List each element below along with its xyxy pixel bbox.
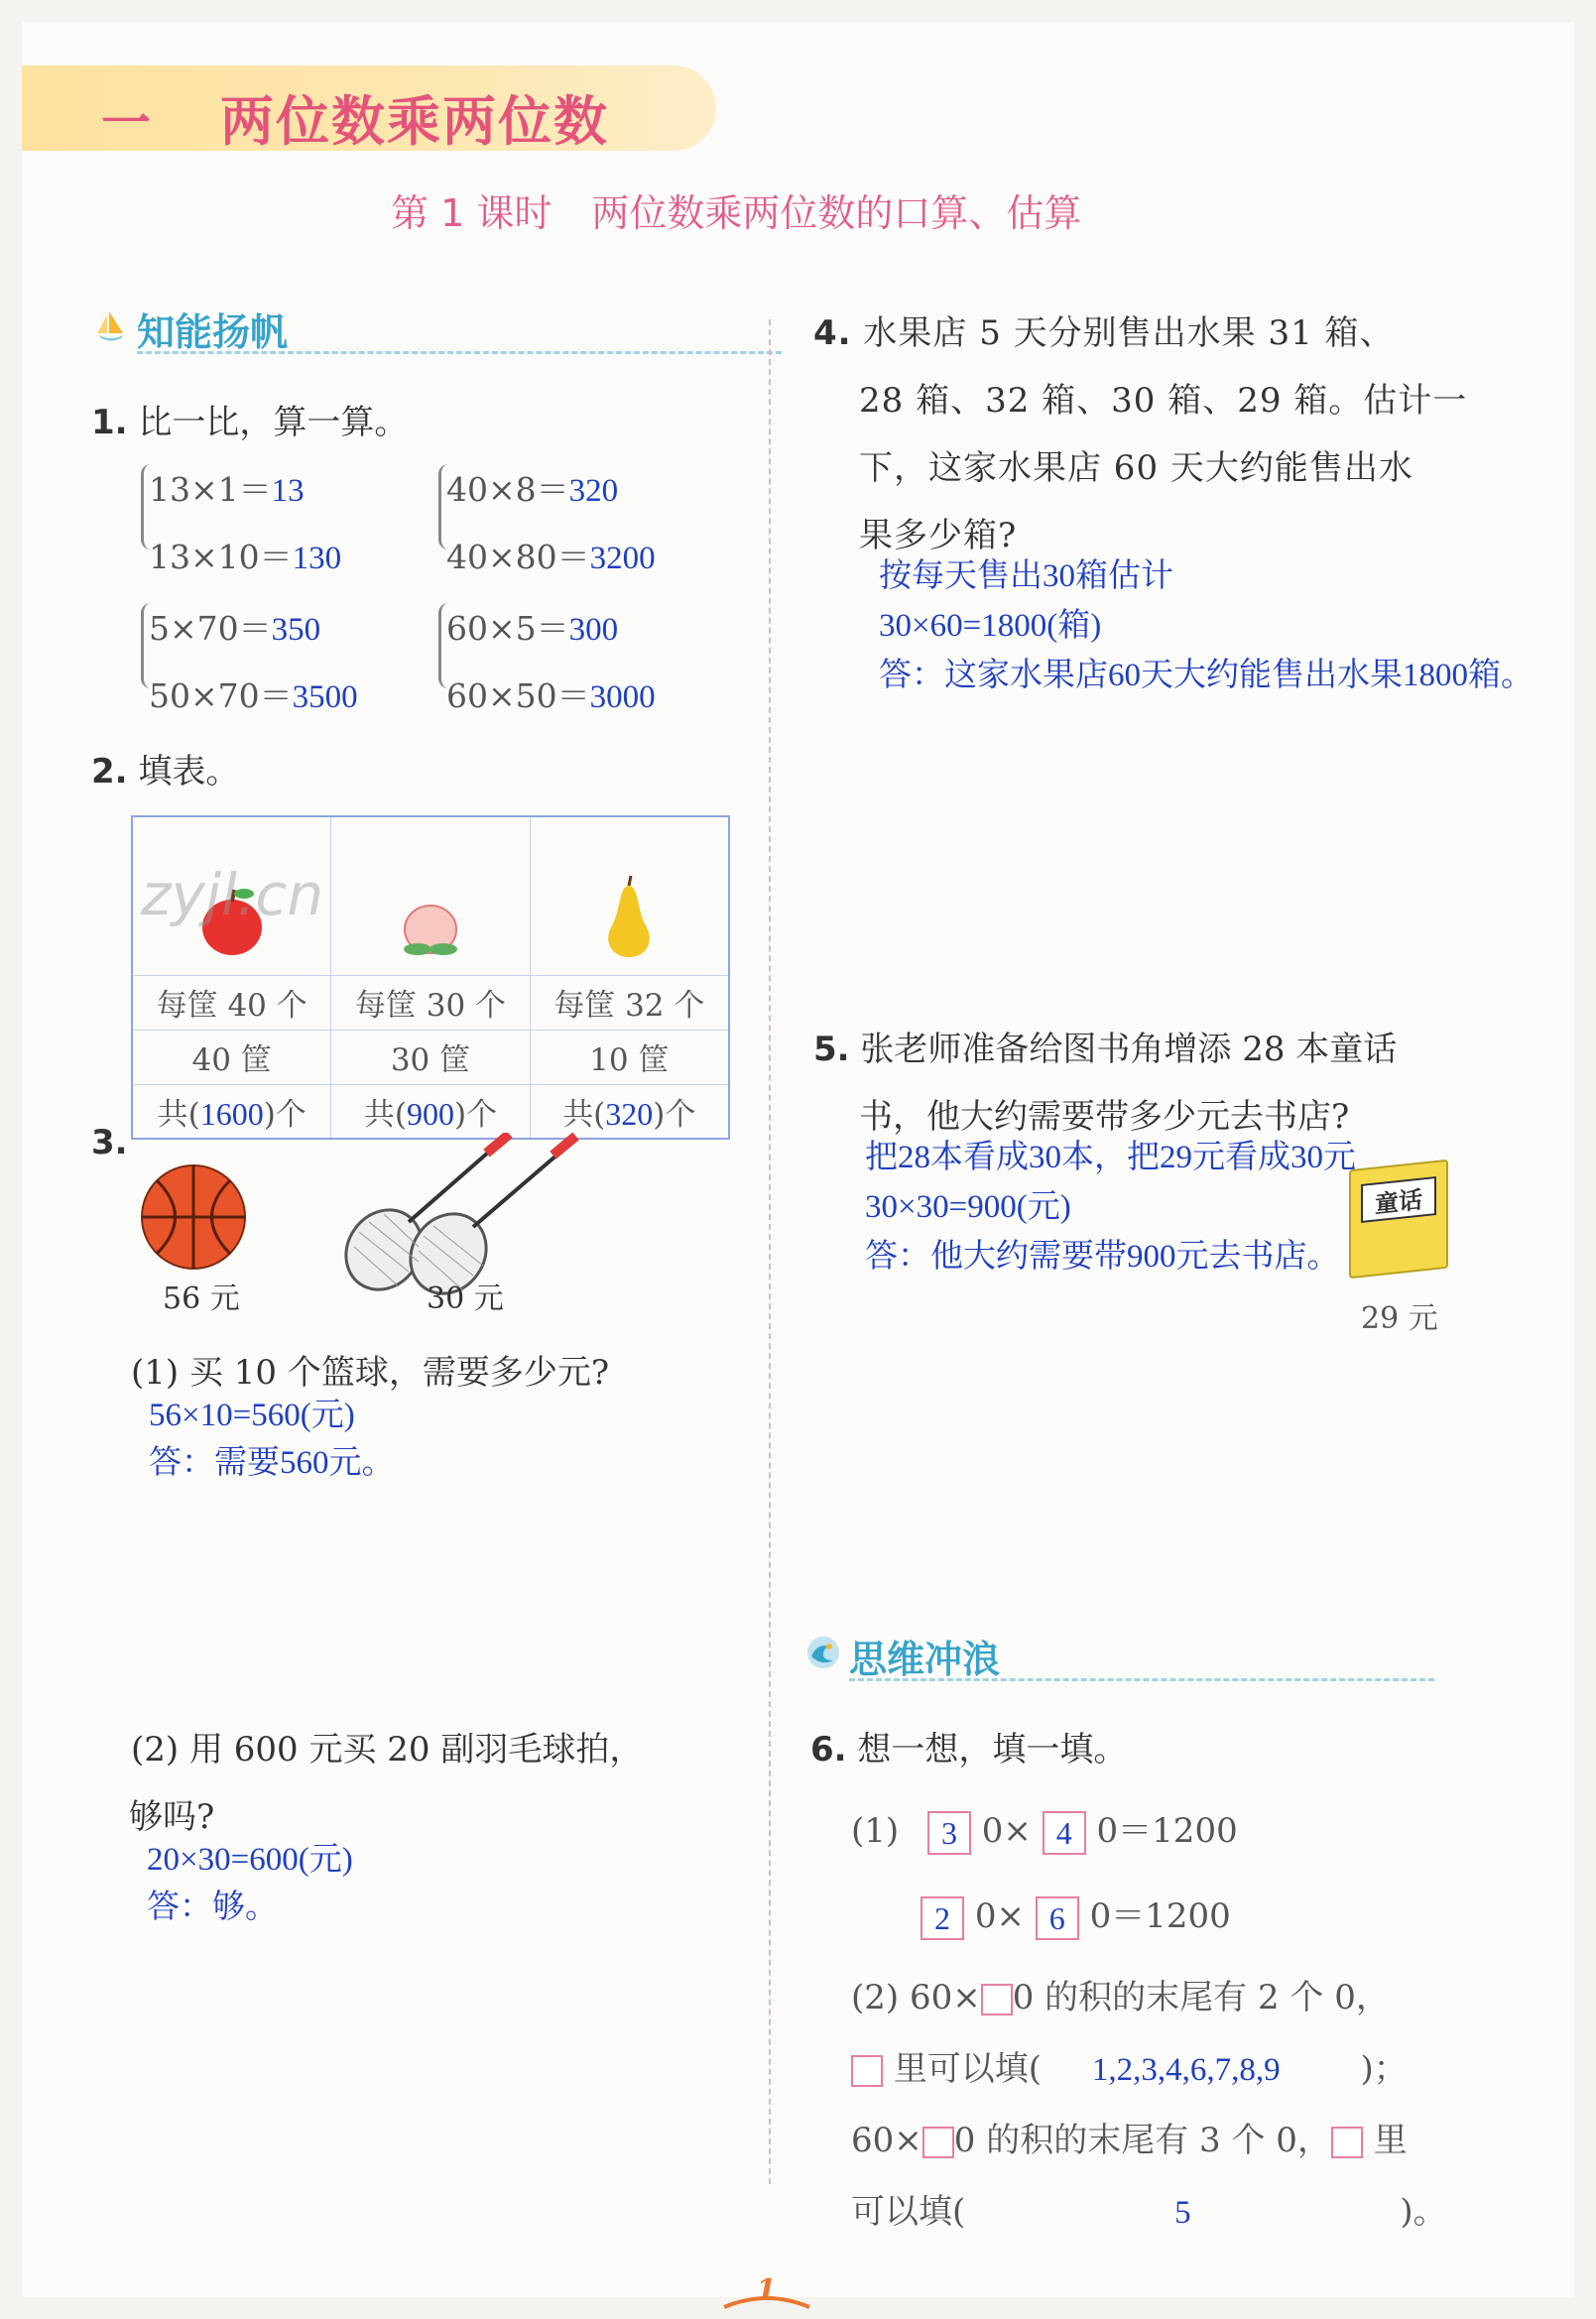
empty-box (981, 1984, 1013, 2015)
question-text-line: 张老师准备给图书角增添 28 本童话 (860, 1030, 1398, 1069)
q6-part-2-line-1: (2) 60× 0 的积的末尾有 2 个 0， (851, 1978, 1390, 2017)
empty-box (851, 2055, 883, 2087)
answer-box: 3 (927, 1811, 971, 1855)
answer-line: 答：需要560元。 (149, 1445, 395, 1481)
answer-line: 答：他大约需要带900元去书店。 (865, 1239, 1340, 1275)
equation: 13×10＝130 (149, 538, 342, 576)
equation: 60×5＝300 (446, 609, 619, 648)
answer-fill: 5 (1174, 2195, 1191, 2231)
table-cell: 每筐 32 个 (530, 975, 729, 1030)
answer-line: 按每天售出30箱估计 (879, 558, 1173, 594)
question-3 (91, 1123, 128, 1162)
table-cell: 共(320)个 (530, 1084, 729, 1139)
section-header-zhineng (93, 302, 510, 353)
storybook-icon (1349, 1160, 1448, 1280)
question-number: 1. (91, 403, 128, 442)
equation: 60×50＝3000 (446, 676, 656, 715)
unit-number: 一 (101, 94, 151, 152)
question-1 (91, 395, 408, 443)
section-divider (849, 1678, 1434, 1681)
lesson-heading (391, 183, 1081, 237)
empty-box (1331, 2127, 1363, 2158)
answer-line: 把28本看成30本，把29元看成30元 (865, 1140, 1356, 1175)
lesson-number: 第 1 课时 (391, 191, 552, 235)
question-text-line: 水果店 5 天分别售出水果 31 箱、 (863, 313, 1395, 353)
table-answer: 900 (406, 1095, 454, 1132)
table-cell: 每筐 30 个 (331, 975, 530, 1030)
page-number-ornament (722, 2289, 811, 2309)
equation-answer: 3200 (589, 541, 656, 576)
watermark: zyjl.cn (141, 861, 324, 928)
q6-part-2-line-4: 可以填( 5 )。 (851, 2192, 1447, 2232)
table-cell (530, 816, 729, 975)
price-label: 30 元 (427, 1282, 504, 1316)
question-number: 3. (91, 1123, 128, 1162)
section-header-siwei (805, 1629, 1222, 1680)
question-3-part-2: (2) 用 600 元买 20 副羽毛球拍， (131, 1730, 644, 1770)
question-3-part-1: (1) 买 10 个篮球，需要多少元? (131, 1353, 610, 1393)
equation-answer: 130 (292, 541, 342, 576)
equation: 5×70＝350 (149, 609, 321, 648)
worksheet-page (22, 22, 1574, 2308)
question-text-line: 下，这家水果店 60 天大约能售出水 (859, 448, 1413, 488)
table-cell: 30 筐 (331, 1030, 530, 1084)
answer-line: 答：够。 (147, 1890, 278, 1925)
unit-title: 两位数乘两位数 (220, 90, 609, 153)
question-text-line: 果多少箱? (859, 516, 1018, 555)
question-number: 6. (810, 1730, 847, 1770)
q6-row-1: (1) 3 0× 4 0＝1200 (851, 1803, 1238, 1855)
lesson-title: 两位数乘两位数的口算、估算 (591, 191, 1082, 235)
question-number: 2. (91, 752, 128, 792)
column-divider (769, 319, 771, 2184)
pear-icon (599, 872, 659, 961)
table-cell: 每筐 40 个 (132, 975, 331, 1030)
question-text-line: 书，他大约需要带多少元去书店? (859, 1097, 1350, 1137)
price-label: 29 元 (1361, 1301, 1438, 1336)
empty-box (922, 2127, 954, 2158)
equation-answer: 350 (271, 612, 321, 648)
equation: 50×70＝3500 (149, 676, 358, 715)
price-label: 56 元 (163, 1282, 240, 1316)
answer-box: 6 (1036, 1896, 1079, 1940)
answer-fill: 1,2,3,4,6,7,8,9 (1091, 2052, 1281, 2088)
equation-answer: 320 (568, 473, 619, 509)
equation: 40×80＝3200 (446, 538, 656, 576)
table-cell (331, 816, 530, 975)
sailboat-icon (93, 307, 129, 343)
question-4 (813, 300, 1467, 569)
equation: 40×8＝320 (446, 470, 619, 509)
answer-line: 20×30=600(元) (147, 1842, 353, 1878)
table-cell: 10 筐 (530, 1030, 729, 1084)
q6-part-2-line-2: 里可以填( 1,2,3,4,6,7,8,9 )； (851, 2041, 1408, 2090)
q6-part-2-line-3: 60× 0 的积的末尾有 3 个 0， 里 (851, 2121, 1408, 2160)
peach-icon (396, 892, 465, 961)
question-number: 4. (813, 313, 852, 353)
answer-line: 30×30=900(元) (865, 1189, 1071, 1225)
question-text-line: 28 箱、32 箱、30 箱、29 箱。估计一 (859, 381, 1468, 421)
answer-box: 4 (1043, 1811, 1086, 1855)
question-text: 比一比，算一算。 (138, 403, 409, 442)
section-title: 思维冲浪 (849, 1638, 1001, 1681)
equation-answer: 3500 (292, 679, 358, 715)
section-divider (137, 351, 782, 354)
question-text: 填表。 (138, 752, 240, 792)
question-6 (810, 1722, 1127, 1770)
table-cell: 40 筐 (132, 1030, 331, 1084)
table-answer: 320 (605, 1095, 654, 1132)
answer-line: 30×60=1800(箱) (879, 608, 1102, 644)
table-answer: 1600 (199, 1095, 264, 1132)
basketball-icon (139, 1162, 248, 1272)
section-title: 知能扬帆 (137, 310, 289, 354)
table-cell: 共(900)个 (331, 1084, 530, 1139)
answer-line: 答：这家水果店60天大约能售出水果1800箱。 (879, 658, 1534, 693)
question-5 (813, 1022, 1397, 1070)
question-text: 想一想，填一填。 (857, 1730, 1128, 1770)
book-label: 童话 (1361, 1176, 1436, 1223)
question-3-part-2-cont: 够吗? (129, 1797, 215, 1837)
table-cell: 共(1600)个 (132, 1084, 331, 1139)
answer-box: 2 (921, 1896, 964, 1940)
equation-answer: 13 (271, 473, 305, 509)
q6-row-2: 2 0× 6 0＝1200 (921, 1889, 1231, 1940)
equation: 13×1＝13 (149, 470, 305, 509)
answer-line: 56×10=560(元) (149, 1398, 355, 1433)
wave-icon (805, 1635, 841, 1670)
question-number: 5. (813, 1030, 850, 1069)
equation-answer: 300 (568, 612, 619, 648)
page-number: 1 (756, 2273, 777, 2308)
equation-answer: 3000 (589, 679, 656, 715)
unit-banner (22, 65, 716, 151)
question-2 (91, 744, 239, 793)
